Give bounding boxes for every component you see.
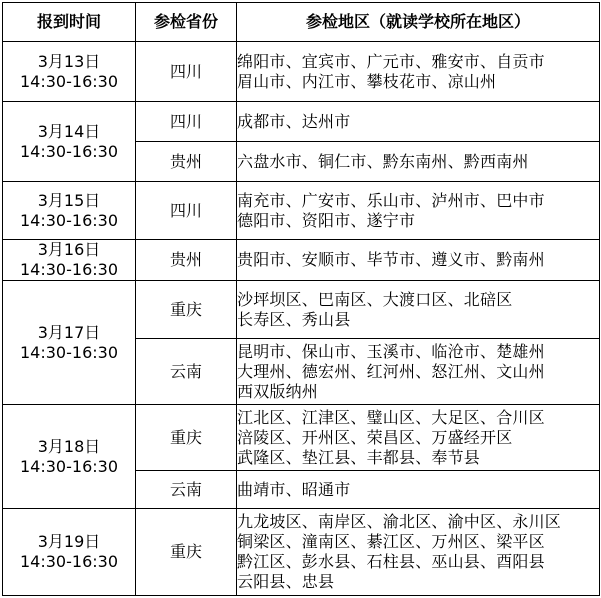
- region-cell: [237, 142, 600, 182]
- province-cell: 四川: [136, 102, 237, 142]
- region-cell: [237, 405, 600, 471]
- report-date: 3月14日: [37, 121, 101, 141]
- region-cell: [237, 240, 600, 281]
- region-cell: [237, 182, 600, 240]
- province-cell: 四川: [136, 42, 237, 102]
- region-line: 大理州、德宏州、红河州、怒江州、文山州: [237, 361, 545, 381]
- province-cell: 云南: [136, 471, 237, 509]
- region-line: 江北区、江津区、璧山区、大足区、合川区: [237, 407, 545, 427]
- region-line: 西双版纳州: [237, 381, 319, 401]
- report-time-cell: [3, 281, 136, 405]
- province-cell: 云南: [136, 339, 237, 405]
- region-line: 曲靖市、昭通市: [237, 479, 351, 499]
- region-cell: [237, 281, 600, 339]
- report-time-cell: [3, 405, 136, 509]
- table-row: [3, 240, 600, 281]
- header-province: 参检省份: [136, 3, 237, 42]
- report-time-cell: [3, 42, 136, 102]
- table-row: [3, 182, 600, 240]
- report-time-cell: [3, 182, 136, 240]
- schedule-table: [2, 2, 600, 596]
- province-cell: 重庆: [136, 281, 237, 339]
- province-cell: 四川: [136, 182, 237, 240]
- region-line: 云阳县、忠县: [237, 572, 335, 591]
- province-cell: 重庆: [136, 509, 237, 596]
- region-line: 六盘水市、铜仁市、黔东南州、黔西南州: [237, 151, 529, 171]
- province-cell: 重庆: [136, 405, 237, 471]
- report-time-cell: [3, 240, 136, 281]
- province-cell: 贵州: [136, 240, 237, 281]
- report-hours: 14:30-16:30: [20, 552, 118, 571]
- header-region: 参检地区（就读学校所在地区）: [237, 3, 600, 42]
- header-row: [3, 3, 600, 42]
- region-line: 铜梁区、潼南区、綦江区、万州区、梁平区: [237, 532, 545, 551]
- region-line: 沙坪坝区、巴南区、大渡口区、北碚区: [237, 289, 513, 309]
- region-line: 九龙坡区、南岸区、渝北区、渝中区、永川区: [237, 512, 562, 531]
- region-line: 贵阳市、安顺市、毕节市、遵义市、黔南州: [237, 250, 545, 269]
- report-hours: 14:30-16:30: [20, 141, 118, 161]
- table-row: [3, 509, 600, 596]
- report-hours: 14:30-16:30: [20, 71, 118, 91]
- region-line: 武隆区、垫江县、丰都县、奉节县: [237, 447, 481, 467]
- table-row: [3, 42, 600, 102]
- report-date: 3月18日: [37, 436, 101, 456]
- report-time-cell: [3, 102, 136, 182]
- region-cell: [237, 509, 600, 596]
- report-hours: 14:30-16:30: [20, 210, 118, 230]
- report-date: 3月15日: [37, 190, 101, 210]
- report-date: 3月13日: [37, 51, 101, 71]
- region-line: 德阳市、资阳市、遂宁市: [237, 210, 416, 230]
- report-date: 3月17日: [37, 322, 101, 342]
- report-hours: 14:30-16:30: [20, 260, 118, 279]
- region-line: 黔江区、彭水县、石柱县、巫山县、酉阳县: [237, 552, 545, 571]
- region-line: 成都市、达州市: [237, 111, 351, 131]
- report-hours: 14:30-16:30: [20, 342, 118, 362]
- region-cell: [237, 471, 600, 509]
- region-line: 眉山市、内江市、攀枝花市、凉山州: [237, 71, 497, 91]
- region-line: 长寿区、秀山县: [237, 309, 351, 329]
- report-date: 3月19日: [37, 532, 101, 551]
- region-line: 涪陵区、开州区、荣昌区、万盛经开区: [237, 427, 513, 447]
- header-time: 报到时间: [3, 3, 136, 42]
- table-row: [3, 281, 600, 339]
- report-date: 3月16日: [37, 240, 101, 259]
- region-line: 绵阳市、宜宾市、广元市、雅安市、自贡市: [237, 51, 545, 71]
- report-hours: 14:30-16:30: [20, 456, 118, 476]
- report-time-cell: [3, 509, 136, 596]
- region-line: 南充市、广安市、乐山市、泸州市、巴中市: [237, 190, 545, 210]
- region-cell: [237, 102, 600, 142]
- table-row: [3, 405, 600, 471]
- province-cell: 贵州: [136, 142, 237, 182]
- region-cell: [237, 339, 600, 405]
- region-cell: [237, 42, 600, 102]
- region-line: 昆明市、保山市、玉溪市、临沧市、楚雄州: [237, 341, 545, 361]
- table-row: [3, 102, 600, 142]
